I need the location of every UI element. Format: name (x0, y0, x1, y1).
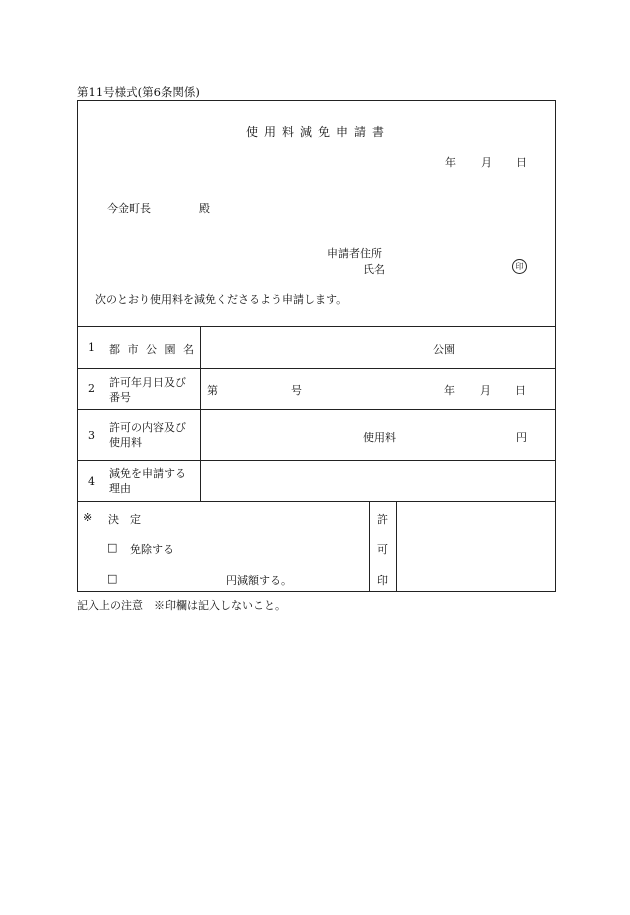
decision-column-divider (369, 501, 370, 592)
permit-year-label: 年 (444, 384, 455, 397)
form-number-label: 第11号様式(第6条関係) (77, 85, 200, 99)
exemption-checkbox: □ (107, 541, 118, 554)
row-4-label (109, 466, 186, 496)
seal-mark (512, 259, 527, 274)
row-divider-4 (77, 501, 556, 502)
exemption-option-label: 免除する (130, 543, 174, 556)
applicant-address-label: 申請者住所 (327, 247, 382, 260)
row-divider-3 (77, 460, 556, 461)
decision-label: 決 定 (108, 513, 141, 526)
form-title: 使用料減免申請書 (245, 125, 390, 139)
fee-label: 使用料 (363, 431, 396, 444)
row-1-number: 1 (88, 341, 95, 354)
row-2-number: 2 (88, 382, 95, 395)
addressee-honorific: 殿 (199, 202, 210, 215)
permit-number-prefix: 第 (207, 384, 218, 397)
request-sentence: 次のとおり使用料を減免くださるよう申請します。 (95, 293, 348, 306)
date-month-label: 月 (481, 156, 492, 169)
permit-number-suffix: 号 (291, 384, 302, 397)
row-2-label-line1: 許可年月日及び (109, 376, 186, 389)
row-3-label-line2: 使用料 (109, 436, 142, 449)
permit-day-label: 日 (515, 384, 526, 397)
label-column-divider (200, 326, 201, 501)
permit-char-3: 印 (377, 574, 388, 587)
official-use-mark: ※ (83, 511, 93, 524)
date-day-label: 日 (516, 156, 527, 169)
row-1-label: 都 市 公 園 名 (109, 343, 196, 356)
permit-char-1: 許 (377, 513, 388, 526)
addressee-name: 今金町長 (107, 202, 151, 215)
permit-month-label: 月 (480, 384, 491, 397)
park-suffix: 公園 (433, 343, 455, 356)
row-2-label-line2: 番号 (109, 391, 131, 404)
row-3-label-line1: 許可の内容及び (109, 421, 186, 434)
yen-label: 円 (516, 431, 527, 444)
table-top-rule (77, 326, 556, 327)
row-divider-1 (77, 368, 556, 369)
reduction-checkbox: □ (107, 572, 118, 585)
row-divider-2 (77, 409, 556, 410)
reduction-option-label: 円減額する。 (226, 574, 292, 587)
permit-column-divider (396, 501, 397, 592)
date-year-label: 年 (445, 156, 456, 169)
row-3-number: 3 (88, 429, 95, 442)
row-4-label-line1: 減免を申請する (109, 467, 186, 480)
permit-char-2: 可 (377, 543, 388, 556)
entry-note: 記入上の注意 ※印欄は記入しないこと。 (77, 599, 286, 612)
row-4-number: 4 (88, 475, 95, 488)
applicant-name-label: 氏名 (363, 263, 385, 276)
row-3-label (109, 420, 186, 450)
row-2-label (109, 375, 186, 405)
row-4-label-line2: 理由 (109, 482, 131, 495)
seal-circle-icon: 印 (512, 259, 527, 274)
